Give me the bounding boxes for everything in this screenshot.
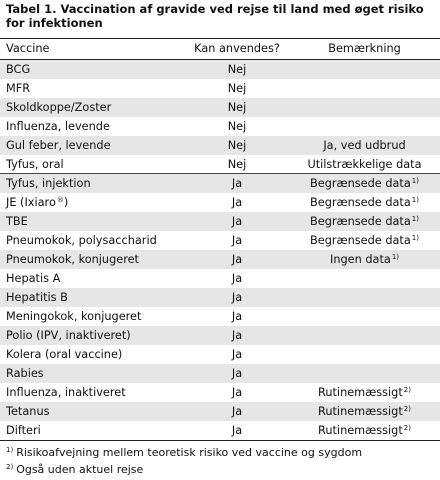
header-vaccine: Vaccine — [6, 42, 50, 55]
cell-vaccine — [6, 136, 111, 155]
table-row — [0, 326, 440, 345]
cell-vaccine — [6, 60, 30, 79]
cell-kan-anvendes: Ja — [231, 272, 243, 285]
remark-text: Begrænsede data — [310, 177, 411, 190]
vaccine-name: Hepatis A — [6, 272, 61, 285]
cell-kan-anvendes: Ja — [231, 291, 243, 304]
header-kan-anvendes: Kan anvendes? — [194, 42, 280, 55]
vaccine-name: Skoldkoppe/Zoster — [6, 101, 112, 114]
table-row — [0, 174, 440, 193]
table-header-row — [0, 39, 440, 60]
table-row — [0, 79, 440, 98]
cell-bemaerkning — [293, 193, 436, 212]
cell-kan-anvendes: Nej — [227, 101, 247, 114]
cell-kan-anvendes: Nej — [227, 139, 247, 152]
footnote-2-mark: 2) — [6, 463, 14, 471]
cell-bemaerkning — [293, 383, 436, 402]
cell-bemaerkning — [293, 402, 436, 421]
cell-kan-anvendes: Ja — [231, 405, 243, 418]
vaccine-name: Pneumokok, konjugeret — [6, 253, 139, 266]
vaccine-name: MFR — [6, 82, 31, 95]
vaccine-name: BCG — [6, 63, 31, 76]
cell-kan-anvendes: Ja — [231, 348, 243, 361]
cell-kan-anvendes: Ja — [231, 215, 243, 228]
cell-vaccine — [6, 364, 44, 383]
vaccine-name: Tetanus — [6, 405, 50, 418]
table-row — [0, 231, 440, 250]
cell-kan-anvendes: Nej — [227, 120, 247, 133]
cell-vaccine — [6, 231, 157, 250]
cell-bemaerkning — [293, 155, 436, 174]
footnote-ref: 1) — [411, 196, 419, 204]
vaccine-name: Difteri — [6, 424, 41, 437]
remark-text: Ingen data — [330, 253, 391, 266]
cell-kan-anvendes: Ja — [231, 424, 243, 437]
cell-vaccine — [6, 345, 122, 364]
cell-kan-anvendes: Ja — [231, 253, 243, 266]
cell-vaccine — [6, 307, 141, 326]
cell-kan-anvendes: Nej — [227, 63, 247, 76]
footnote-ref: 2) — [403, 424, 411, 432]
remark-text: Rutinemæssigt — [318, 405, 403, 418]
table-row — [0, 402, 440, 421]
table-row — [0, 155, 440, 174]
table-row — [0, 364, 440, 383]
table-title: Tabel 1. Vaccination af gravide ved rejse til land med øget risiko for infektionen — [6, 2, 424, 30]
footnote-ref: 2) — [403, 386, 411, 394]
cell-kan-anvendes: Ja — [231, 310, 243, 323]
cell-kan-anvendes: Ja — [231, 196, 243, 209]
table-row — [0, 117, 440, 136]
remark-text: Rutinemæssigt — [318, 424, 403, 437]
vaccine-name: TBE — [6, 215, 28, 228]
cell-kan-anvendes: Ja — [231, 367, 243, 380]
footnote-1-mark: 1) — [6, 446, 14, 454]
cell-vaccine — [6, 383, 126, 402]
vaccine-name: Polio (IPV, inaktiveret) — [6, 329, 131, 342]
table-row — [0, 98, 440, 117]
cell-vaccine — [6, 326, 131, 345]
cell-vaccine — [6, 98, 111, 117]
vaccine-name: Kolera (oral vaccine) — [6, 348, 123, 361]
cell-vaccine — [6, 402, 50, 421]
table-row — [0, 60, 440, 79]
vaccine-name-end: ) — [63, 196, 69, 209]
cell-kan-anvendes: Nej — [227, 82, 247, 95]
header-bemaerkning: Bemærkning — [328, 42, 401, 55]
footnote-2 — [0, 461, 440, 478]
cell-kan-anvendes: Ja — [231, 234, 243, 247]
vaccine-name: Influenza, levende — [6, 120, 110, 133]
footnote-ref: 1) — [411, 177, 419, 185]
cell-vaccine — [6, 79, 30, 98]
cell-vaccine — [6, 155, 64, 174]
cell-vaccine — [6, 269, 60, 288]
footnote-1 — [0, 444, 440, 461]
table-row — [0, 288, 440, 307]
vaccine-name: Gul feber, levende — [6, 139, 111, 152]
remark-text: Begrænsede data — [310, 234, 411, 247]
vaccine-name: Hepatitis B — [6, 291, 68, 304]
footnote-ref: 1) — [411, 215, 419, 223]
cell-bemaerkning — [293, 174, 436, 193]
table-row — [0, 421, 440, 440]
footnotes — [0, 440, 440, 478]
footnote-ref: 2) — [403, 405, 411, 413]
remark-text: Rutinemæssigt — [318, 386, 403, 399]
table-row — [0, 307, 440, 326]
vaccine-name: Tyfus, injektion — [6, 177, 91, 190]
remark-text: Begrænsede data — [310, 196, 411, 209]
cell-kan-anvendes: Ja — [231, 329, 243, 342]
table-body — [0, 60, 440, 440]
cell-bemaerkning — [293, 212, 436, 231]
table-row — [0, 250, 440, 269]
cell-bemaerkning — [293, 250, 436, 269]
cell-vaccine — [6, 250, 139, 269]
cell-kan-anvendes: Nej — [227, 158, 247, 171]
vaccine-name: Meningokok, konjugeret — [6, 310, 142, 323]
footnote-1-text: Risikoafvejning mellem teoretisk risiko ved vaccine og sygdom — [16, 446, 363, 459]
cell-vaccine — [6, 193, 68, 212]
vaccination-table — [0, 38, 440, 440]
vaccine-name: Pneumokok, polysaccharid — [6, 234, 157, 247]
vaccine-name: Rabies — [6, 367, 44, 380]
cell-bemaerkning — [293, 421, 436, 440]
table-row — [0, 383, 440, 402]
registered-mark: ® — [56, 196, 64, 204]
vaccine-name: JE (Ixiaro — [6, 196, 56, 209]
footnote-ref: 1) — [391, 253, 399, 261]
cell-vaccine — [6, 174, 91, 193]
table-row — [0, 136, 440, 155]
cell-bemaerkning — [293, 231, 436, 250]
cell-vaccine — [6, 212, 28, 231]
vaccine-name: Tyfus, oral — [6, 158, 64, 171]
remark-text: Begrænsede data — [310, 215, 411, 228]
cell-vaccine — [6, 117, 110, 136]
cell-vaccine — [6, 288, 68, 307]
remark-text: Ja, ved udbrud — [323, 139, 406, 152]
table-row — [0, 269, 440, 288]
footnote-2-text: Også uden aktuel rejse — [16, 463, 144, 476]
table-row — [0, 212, 440, 231]
table-row — [0, 193, 440, 212]
footnote-ref: 1) — [411, 234, 419, 242]
cell-vaccine — [6, 421, 41, 440]
cell-kan-anvendes: Ja — [231, 386, 243, 399]
cell-kan-anvendes: Ja — [231, 177, 243, 190]
cell-bemaerkning — [293, 136, 436, 155]
vaccine-name: Influenza, inaktiveret — [6, 386, 126, 399]
table-row — [0, 345, 440, 364]
remark-text: Utilstrækkelige data — [307, 158, 422, 171]
